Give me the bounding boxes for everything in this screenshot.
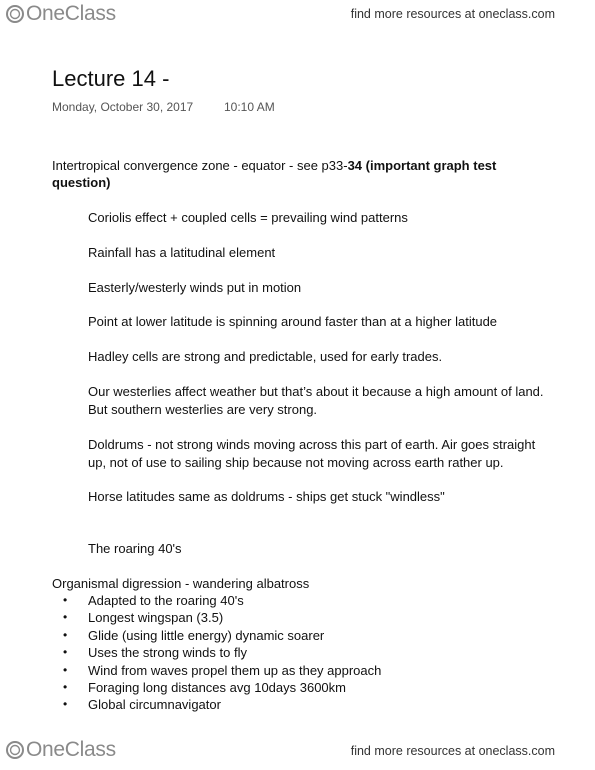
organismal-heading: Organismal digression - wandering albatross	[52, 576, 310, 591]
note-hadley: Hadley cells are strong and predictable, used for early trades.	[88, 349, 443, 364]
list-item: • Adapted to the roaring 40's	[63, 593, 244, 608]
bullet-icon: •	[63, 645, 68, 660]
intro-line-2: question)	[52, 175, 111, 190]
note-easterly: Easterly/westerly winds put in motion	[88, 280, 302, 295]
logo-text: OneClass	[26, 2, 116, 25]
note-westerlies-1: Our westerlies affect weather but that’s about it because a high amount of land.	[88, 384, 544, 399]
page-time: 10:10 AM	[224, 100, 275, 114]
list-item: • Longest wingspan (3.5)	[63, 610, 224, 626]
bullet-icon: •	[63, 627, 68, 642]
oneclass-logo-icon	[5, 739, 25, 761]
intro-bold: 34 (important graph test	[347, 158, 497, 173]
page-title: Lecture 14 -	[52, 66, 170, 91]
note-doldrums-1: Doldrums - not strong winds moving across this part of earth. Air goes straight	[88, 437, 536, 452]
note-horse: Horse latitudes same as doldrums - ships get stuck "windless"	[88, 489, 445, 504]
note-rainfall: Rainfall has a latitudinal element	[88, 245, 276, 260]
bullet-icon: •	[63, 697, 68, 712]
list-item: • Glide (using little energy) dynamic soarer	[63, 627, 325, 643]
bullet-icon: •	[63, 610, 68, 625]
bullet-icon: •	[63, 662, 68, 677]
note-coriolis: Coriolis effect + coupled cells = prevailing wind patterns	[88, 210, 408, 225]
list-item: • Global circumnavigator	[63, 697, 221, 713]
list-item: • Foraging long distances avg 10days 3600km	[63, 680, 346, 696]
logo-text: OneClass	[26, 738, 116, 761]
note-westerlies-2: But southern westerlies are very strong.	[88, 402, 318, 417]
albatross-list	[60, 592, 381, 714]
note-doldrums-2: up, not of use to sailing ship because not moving across earth rather up.	[88, 455, 504, 470]
intro-line-1	[52, 157, 496, 174]
oneclass-logo-icon	[5, 3, 25, 25]
note-point: Point at lower latitude is spinning around faster than at a higher latitude	[88, 314, 498, 329]
footer-resources-link[interactable]: find more resources at oneclass.com	[350, 744, 555, 758]
list-item: • Wind from waves propel them up as they approach	[63, 662, 382, 678]
page-date: Monday, October 30, 2017	[52, 100, 194, 114]
header-resources-link[interactable]: find more resources at oneclass.com	[350, 7, 555, 21]
oneclass-logo[interactable]	[5, 2, 116, 26]
bullet-icon: •	[63, 680, 68, 695]
note-roaring: The roaring 40's	[88, 541, 182, 556]
intro-normal: Intertropical convergence zone - equator - see p33-	[52, 158, 348, 173]
bullet-icon: •	[63, 593, 68, 607]
list-item: • Uses the strong winds to fly	[63, 645, 247, 661]
footer-oneclass-logo[interactable]	[5, 738, 116, 762]
